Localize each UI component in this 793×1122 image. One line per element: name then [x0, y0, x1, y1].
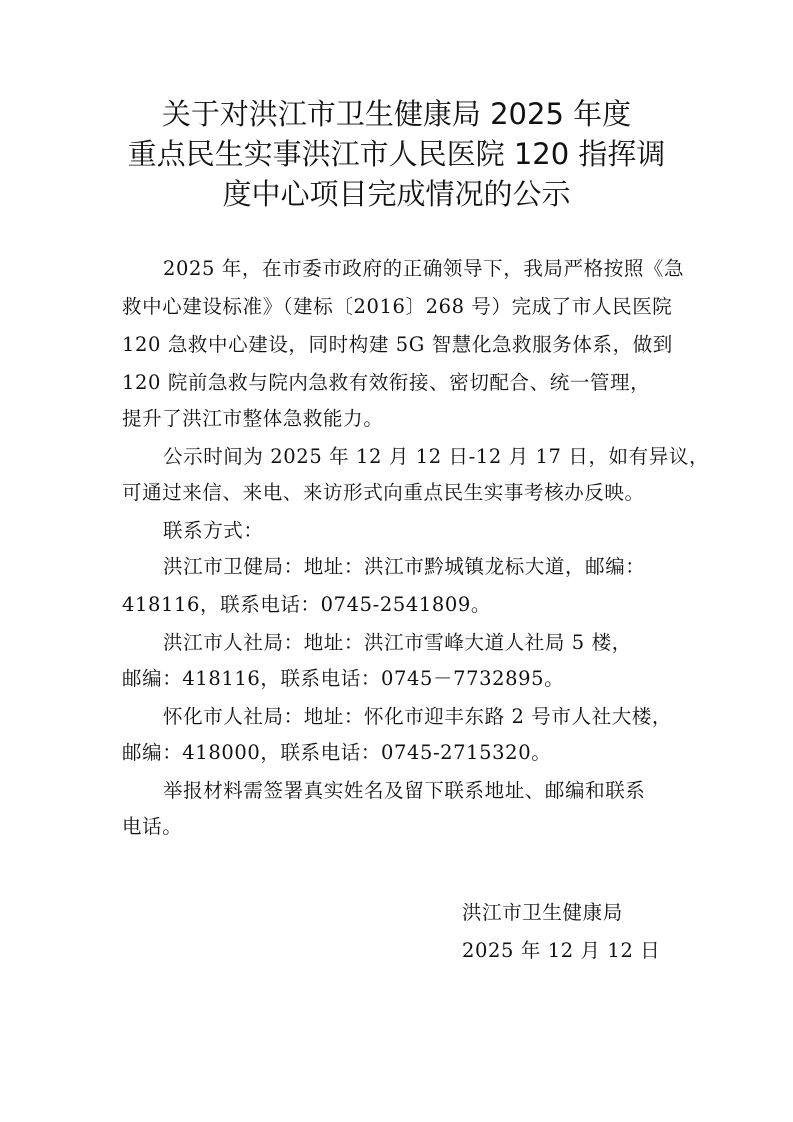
title-line-2: 重点民生实事洪江市人民医院 120 指挥调	[127, 137, 666, 171]
paragraph-2-line-1: 公示时间为 2025 年 12 月 12 日-12 月 17 日，如有异议，	[163, 445, 710, 468]
paragraph-3-line-1: 举报材料需签署真实姓名及留下联系地址、邮编和联系	[163, 779, 646, 802]
paragraph-1-line-1: 2025 年，在市委市政府的正确领导下，我局严格按照《急	[163, 257, 685, 280]
title-line-3: 度中心项目完成情况的公示	[222, 177, 571, 211]
paragraph-1-line-2: 救中心建设标准》（建标〔2016〕268 号）完成了市人民医院	[122, 295, 673, 318]
signature-organization: 洪江市卫生健康局	[462, 901, 623, 924]
paragraph-3-line-2: 电话。	[122, 815, 183, 838]
contact-1-line-2: 418116，联系电话：0745-2541809。	[122, 593, 491, 616]
title-line-1: 关于对洪江市卫生健康局 2025 年度	[161, 97, 632, 131]
contact-heading: 联系方式：	[163, 519, 264, 542]
contact-3-line-2: 邮编：418000，联系电话：0745-2715320。	[122, 741, 552, 764]
contact-2-line-2: 邮编：418116，联系电话：0745－7732895。	[122, 667, 565, 690]
signature-date: 2025 年 12 月 12 日	[462, 939, 661, 962]
paragraph-1-line-5: 提升了洪江市整体急救能力。	[122, 407, 384, 430]
contact-2-line-1: 洪江市人社局：地址：洪江市雪峰大道人社局 5 楼，	[163, 631, 632, 654]
paragraph-1-line-4: 120 院前急救与院内急救有效衔接、密切配合、统一管理，	[122, 371, 651, 394]
contact-3-line-1: 怀化市人社局：地址：怀化市迎丰东路 2 号市人社大楼，	[163, 705, 673, 728]
paragraph-1-line-3: 120 急救中心建设，同时构建 5G 智慧化急救服务体系，做到	[122, 333, 673, 356]
contact-1-line-1: 洪江市卫健局：地址：洪江市黔城镇龙标大道，邮编：	[163, 555, 646, 578]
paragraph-2-line-2: 可通过来信、来电、来访形式向重点民生实事考核办反映。	[122, 481, 645, 504]
